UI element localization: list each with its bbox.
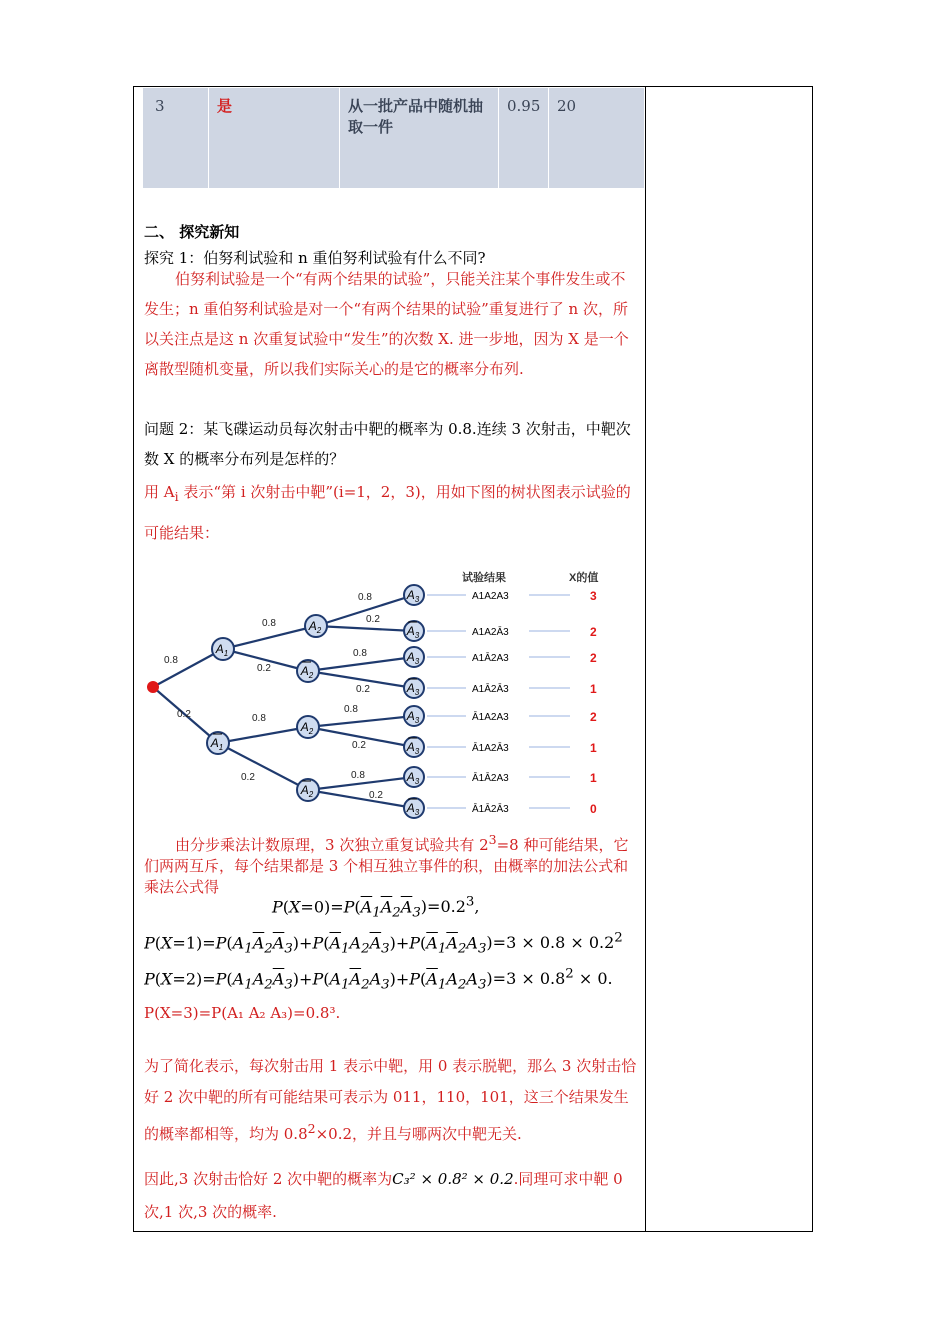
notation-text: [144, 474, 639, 551]
svg-text:A3: $A_3$: [406, 801, 420, 817]
equation-x2: $P(X=2)=P(A_1A_2\overline{A}_3)+P(A_1\overline{A}_2A_3)+P(\overline{A}_1A_2A_3)=3 \times 0.8^2 \times 0$.: [144, 967, 613, 993]
tree-column-x: X的值: [569, 572, 599, 584]
probability-tree-diagram: [144, 562, 624, 824]
tree-x-value: 2: [590, 651, 597, 665]
principle-part-b: =8 种可能结果，它们两两互斥，每个结果都是 3 个相互独立事件的积，由概率的加法公式和乘法公式得: [144, 836, 629, 896]
tree-result-label: Ā1Ā2Ā3: [472, 804, 509, 815]
equation-x3: P(X=3)=P(A₁ A₂ A₃)=0.8³.: [144, 1004, 341, 1022]
svg-text:A3: $A_3$: [406, 624, 420, 640]
edge-prob-label: 0.8: [344, 704, 358, 715]
edge-prob-label: 0.8: [252, 713, 266, 724]
edge-prob-label: 0.8: [358, 592, 372, 603]
tree-result-label: Ā1A2Ā3: [472, 743, 509, 754]
binomial-formula: C₃² × 0.8² × 0.2: [392, 1170, 514, 1188]
edge-prob-label: 0.2: [177, 709, 191, 720]
tree-x-value: 0: [590, 802, 597, 816]
therefore-text: [144, 1163, 639, 1229]
simplify-part-a: 为了简化表示，每次射击用 1 表示中靶，用 0 表示脱靶，那么 3 次射击恰好 2 次中靶的所有可能结果可表示为 011，110，101，这三个结果发生的概率都相等，均为 0.8: [144, 1057, 637, 1143]
svg-text:A3: $A_3$: [406, 681, 420, 697]
notation-prefix: 用 A: [144, 483, 175, 501]
tree-x-value: 3: [590, 589, 597, 603]
svg-text:A2: $A_2$: [300, 720, 314, 736]
svg-text:A3: $A_3$: [406, 709, 420, 725]
equation-x1-clip: [144, 929, 645, 959]
svg-text:A3: $A_3$: [406, 740, 420, 756]
edge-prob-label: 0.2: [241, 772, 255, 783]
column-divider: [645, 86, 646, 1232]
tree-x-value: 2: [590, 710, 597, 724]
notation-rest: 表示“第 i 次射击中靶”(i=1，2，3)，用如下图的树状图表示试验的可能结果：: [144, 483, 631, 542]
edge-prob-label: 0.2: [356, 684, 370, 695]
tree-result-label: A1Ā2Ā3: [472, 684, 509, 695]
principle-part-a: 由分步乘法计数原理，3 次独立重复试验共有 2: [175, 836, 489, 854]
therefore-part-b: .同理可求中靶 0 次,1 次,3 次的概率.: [144, 1170, 623, 1221]
tree-result-label: A1A2A3: [472, 591, 509, 602]
svg-text:A2: $A_2$: [300, 664, 314, 680]
table-row: [143, 88, 644, 188]
svg-text:A3: $A_3$: [406, 588, 420, 604]
explore1-answer: 伯努利试验是一个“有两个结果的试验”，只能关注某个事件发生或不发生；n 重伯努利试验是对一个“有两个结果的试验”重复进行了 n 次，所以关注点是这 n 次重复试验中“发生”的次数 X. 进一步地，因为 X 是一个离散型随机变量，所以我们实际关心的是它的概率分布列.: [144, 270, 629, 378]
tree-result-label: A1A2Ā3: [472, 627, 509, 638]
equation-x1: $P(X=1)=P(A_1\overline{A}_2\overline{A}_3)+P(\overline{A}_1A_2\overline{A}_3)+P(\overline{A}_1\overline{A}_2A_3)=3 \times 0.8 \times 0.2^2$: [144, 931, 623, 957]
svg-text:A3: $A_3$: [406, 650, 420, 666]
simplify-exponent: 2: [307, 1121, 316, 1136]
explore1-question: 探究 1：伯努利试验和 n 重伯努利试验有什么不同?: [144, 249, 486, 267]
section-heading: 二、 探究新知: [144, 223, 240, 241]
tree-x-value: 1: [590, 771, 597, 785]
therefore-part-a: 因此,3 次射击恰好 2 次中靶的概率为: [144, 1170, 393, 1188]
tree-result-label: A1Ā2A3: [472, 653, 509, 664]
edge-prob-label: 0.2: [366, 614, 380, 625]
root-node: [147, 681, 159, 693]
table-cell-answer: 是: [209, 88, 340, 188]
tree-result-label: Ā1A2A3: [472, 712, 509, 723]
edge-prob-label: 0.8: [164, 655, 178, 666]
edge-prob-label: 0.2: [257, 663, 271, 674]
simplify-part-b: ×0.2，并且与哪两次中靶无关.: [315, 1125, 522, 1143]
svg-text:A3: $A_3$: [406, 770, 420, 786]
table-cell-trials: 20: [557, 97, 577, 115]
svg-text:A1: $A_1$: [210, 736, 224, 752]
svg-text:A2: $A_2$: [300, 783, 314, 799]
problem2-text: 问题 2：某飞碟运动员每次射击中靶的概率为 0.8.连续 3 次射击，中靶次数 X 的概率分布列是怎样的？: [144, 420, 631, 468]
tree-column-result: 试验结果: [462, 572, 506, 584]
table-cell-index: 3: [143, 88, 209, 188]
principle-exponent: 3: [488, 832, 497, 847]
table-cell-probability: 0.95: [499, 88, 549, 188]
notation-subscript: i: [174, 489, 179, 504]
edge-prob-label: 0.8: [351, 770, 365, 781]
tree-x-value: 1: [590, 682, 597, 696]
table-cell-experiment: 从一批产品中随机抽取一件: [340, 88, 499, 188]
multiplication-principle-text: [144, 829, 639, 898]
equation-x0: $P(X=0)=P(\overline{A}_1\overline{A}_2\overline{A}_3)=0.2^3$,: [272, 895, 480, 921]
svg-text:A1: $A_1$: [215, 642, 229, 658]
edge-prob-label: 0.8: [262, 618, 276, 629]
svg-text:A2: $A_2$: [308, 619, 322, 635]
equation-x2-clip: [144, 965, 645, 995]
edge-prob-label: 0.2: [352, 740, 366, 751]
tree-result-label: Ā1Ā2A3: [472, 773, 509, 784]
edge-prob-label: 0.8: [353, 648, 367, 659]
tree-x-value: 1: [590, 741, 597, 755]
edge-prob-label: 0.2: [369, 790, 383, 801]
tree-x-value: 2: [590, 625, 597, 639]
simplify-text: [144, 1051, 639, 1150]
